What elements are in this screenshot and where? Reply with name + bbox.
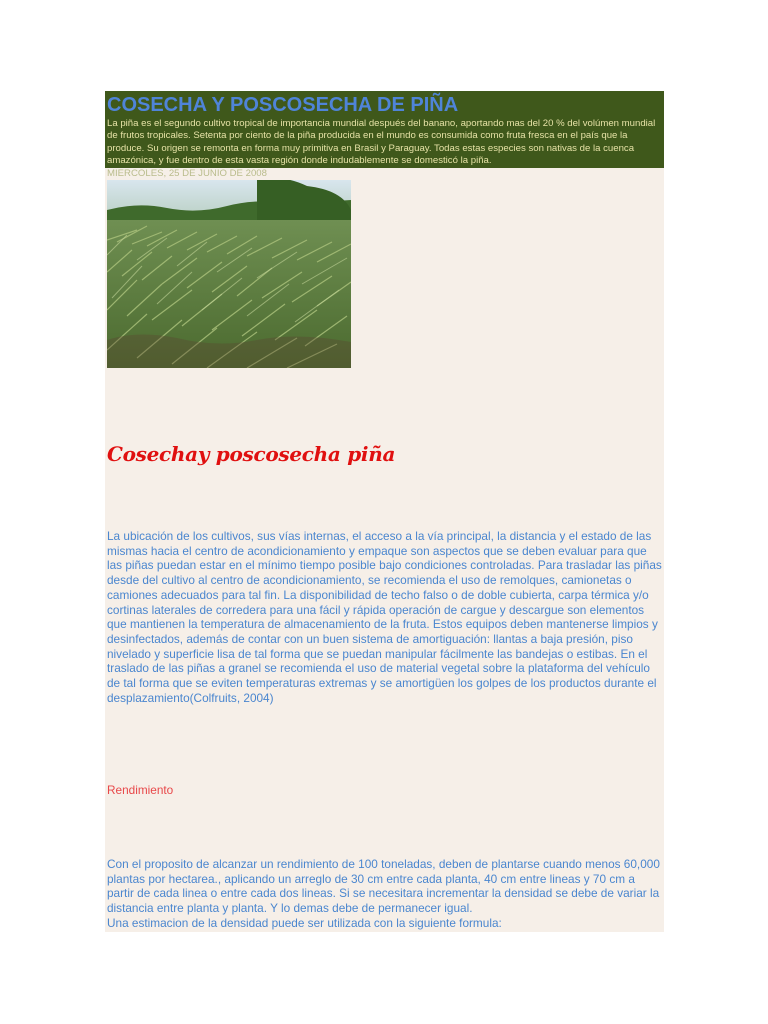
post-heading[interactable]: Cosechay poscosecha piña [107, 442, 396, 466]
post-paragraph-1 [107, 529, 663, 705]
paragraph-text: Con el proposito de alcanzar un rendimiento de 100 toneladas, deben de plantarse cuando menos 60,000 plantas por hectarea., aplicando un arreglo de 30 cm entre cada planta, 40 cm entre lineas y 70 cm a partir de cada linea o entre cada dos lineas. Si se necesitara incrementar la densidad se debe de variar la distancia entre planta y planta. Y lo demas debe de permanecer igual. [107, 857, 660, 916]
pineapple-field-photo [107, 180, 351, 368]
blog-header [105, 91, 664, 168]
post-paragraph-2 [107, 857, 663, 931]
paragraph-text: Una estimacion de la densidad puede ser utilizada con la siguiente formula: [107, 915, 502, 930]
blog-page [105, 91, 664, 932]
blog-description: La piña es el segundo cultivo tropical de importancia mundial después del banano, aportando mas del 20 % del volúmen mundial de frutos tropicales. Setenta por ciento de la piña producida en el mundo es consumida como fruta fresca en el país que la produce. Su origen se remonta en forma muy primitiva en Brasil y Paraguay. Todas estas especies son nativas de la cuenca amazónica, y fue dentro de esta vasta región donde indudablemente se domesticó la piña. [107, 118, 656, 167]
paragraph-text: La ubicación de los cultivos, sus vías internas, el acceso a la vía principal, la distancia y el estado de las mismas hacia el centro de acondicionamiento y empaque son aspectos que se deben evaluar para que las piñas puedan estar en el mínimo tiempo posible bajo condiciones controladas. Para trasladar las piñas desde del cultivo al centro de acondicionamiento, se recomienda el uso de remolques, camionetas o camiones adecuados para tal fin. La disponibilidad de techo falso o de doble cubierta, carpa térmica y/o cortinas laterales de corredera para una fácil y rápida operación de cargue y descargue son elementos que mantienen la temperatura de almacenamiento de la fruta. Estos equipos deben mantenerse limpios y desinfectados, además de contar con un buen sistema de amortiguación: llantas a baja presión, piso nivelado y superficie lisa de tal forma que se puedan manipular fácilmente las bandejas o estibas. En el traslado de las piñas a granel se recomienda el uso de material vegetal sobre la plataforma del vehículo de tal forma que se eviten temperaturas extremas y se amortigüen los golpes de los productos durante el desplazamiento(Colfruits, 2004) [107, 529, 662, 705]
section-title-rendimiento: Rendimiento [107, 783, 174, 797]
post-date: MIERCOLES, 25 DE JUNIO DE 2008 [107, 168, 267, 179]
blog-title[interactable]: COSECHA Y POSCOSECHA DE PIÑA [107, 94, 459, 116]
